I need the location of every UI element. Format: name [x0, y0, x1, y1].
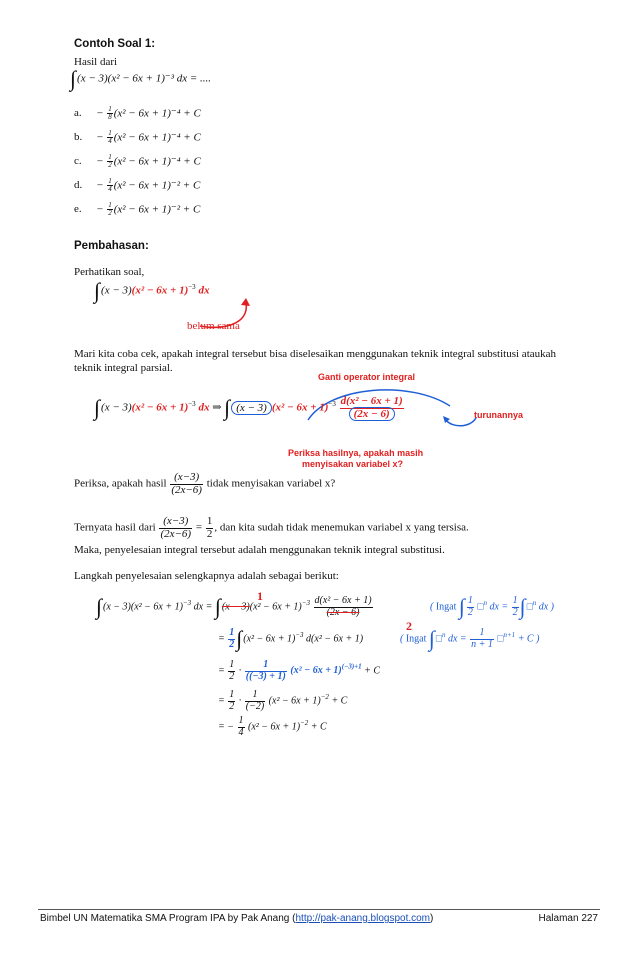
check-result-note-2: menyisakan variabel x? [302, 459, 404, 469]
option-c: c. − $\frac{1}{2}$ (x² − 6x + 1)⁻⁴ + C [74, 153, 201, 170]
option-e: e. − $\frac{1}{2}$ (x² − 6x + 1)⁻² + C [74, 201, 201, 218]
option-b: b. − $\frac{1}{4}$ (x² − 6x + 1)⁻⁴ + C [74, 129, 201, 146]
check-result-note-1: Periksa hasilnya, apakah masih [288, 448, 424, 458]
not-same-label: belum sama [187, 320, 240, 332]
footer-link[interactable]: http://pak-anang.blogspot.com [295, 913, 431, 924]
paragraph-check-line2: teknik integral parsial. [74, 362, 173, 374]
substitution-expression: $\int(x - 3)(x^2 - 6x + 1)^{-3}$ dx ⇒ ∫ (x − 3) $(x^2 - 6x + 1)^{-3}$ $\frac{\text{d(x² − 6x + 1)}}{(2x - 6)}$ [94, 395, 403, 421]
steps-intro: Langkah penyelesaian selengkapnya adalah sebagai berikut: [74, 570, 339, 582]
footer-credit: Bimbel UN Matematika SMA Program IPA by Pak Anang (http://pak-anang.blogspot.com) [40, 913, 434, 924]
turns-out-line: Ternyata hasil dari $\frac{(x-3)}{(2x-6)}$ = $\frac{1}{2}$ , dan kita sudah tidak menemukan variabel x yang tersisa. [74, 515, 469, 540]
footer-divider [38, 909, 600, 910]
solution-heading: Pembahasan: [74, 240, 149, 252]
replace-operator-note: Ganti operator integral [318, 372, 416, 382]
question-intro: Hasil dari [74, 56, 118, 68]
check-line: Periksa, apakah hasil $\frac{(x-3)}{(2x-6)}$ tidak menyisakan variabel x? [74, 471, 336, 496]
step-5: = − $\frac{1}{4}$ $(x^2 - 6x + 1)^{-2} + C$ [218, 715, 327, 738]
example-heading: Contoh Soal 1: [74, 38, 156, 50]
reminder-1: ( Ingat ∫ $\frac{1}{2}$ □$^n$ dx = $\frac{1}{2}$ ∫□$^n$ dx ) [430, 594, 555, 619]
option-d: d. − $\frac{1}{4}$ (x² − 6x + 1)⁻² + C [74, 177, 201, 194]
step-3: = $\frac{1}{2}$ · $\frac{1}{((-3) + 1)}$ $(x^2 - 6x + 1)^{(-3)+1} + C$ [218, 659, 381, 682]
option-a: a. − $\frac{1}{8}$ (x² − 6x + 1)⁻⁴ + C [74, 105, 201, 122]
step-1: $\int(x - 3)(x^2 - 6x + 1)^{-3}$ dx = $\int(x - 3)(x^2 - 6x + 1)^{-3}$ $\frac{\text{d(x² − 6x + 1)}}{(2x - 6)}$ [96, 594, 372, 619]
reminder-2: ( Ingat ∫□$^n$ dx = $\frac{1}{n + 1}$ □$^{n+1}$ + C ) [400, 626, 540, 651]
question-expression: ∫(x − 3)(x² − 6x + 1)⁻³ dx = .... [70, 66, 212, 91]
conclusion-line: Maka, penyelesaian integral tersebut adalah menggunakan teknik integral substitusi. [74, 544, 445, 556]
cancel-mark-2: 2 [406, 619, 412, 633]
paragraph-check-line1: Mari kita coba cek, apakah integral tersebut bisa diselesaikan menggunakan teknik integral substitusi ataukah [74, 348, 557, 360]
step-4: = $\frac{1}{2}$ · $\frac{1}{(-2)}$ $(x^2 - 6x + 1)^{-2} + C$ [218, 689, 348, 712]
step-2: = $\frac{1}{2}$ $\int(x^2 - 6x + 1)^{-3}$ d(x² − 6x + 1) [218, 626, 364, 651]
observe-text: Perhatikan soal, [74, 266, 145, 278]
observe-expression: $\int(x - 3)(x^2 - 6x + 1)^{-3}$ dx [94, 278, 210, 303]
cancel-mark-1: 1 [257, 589, 263, 603]
page-number: Halaman 227 [538, 913, 598, 924]
derivative-note: turunannya [474, 410, 524, 420]
